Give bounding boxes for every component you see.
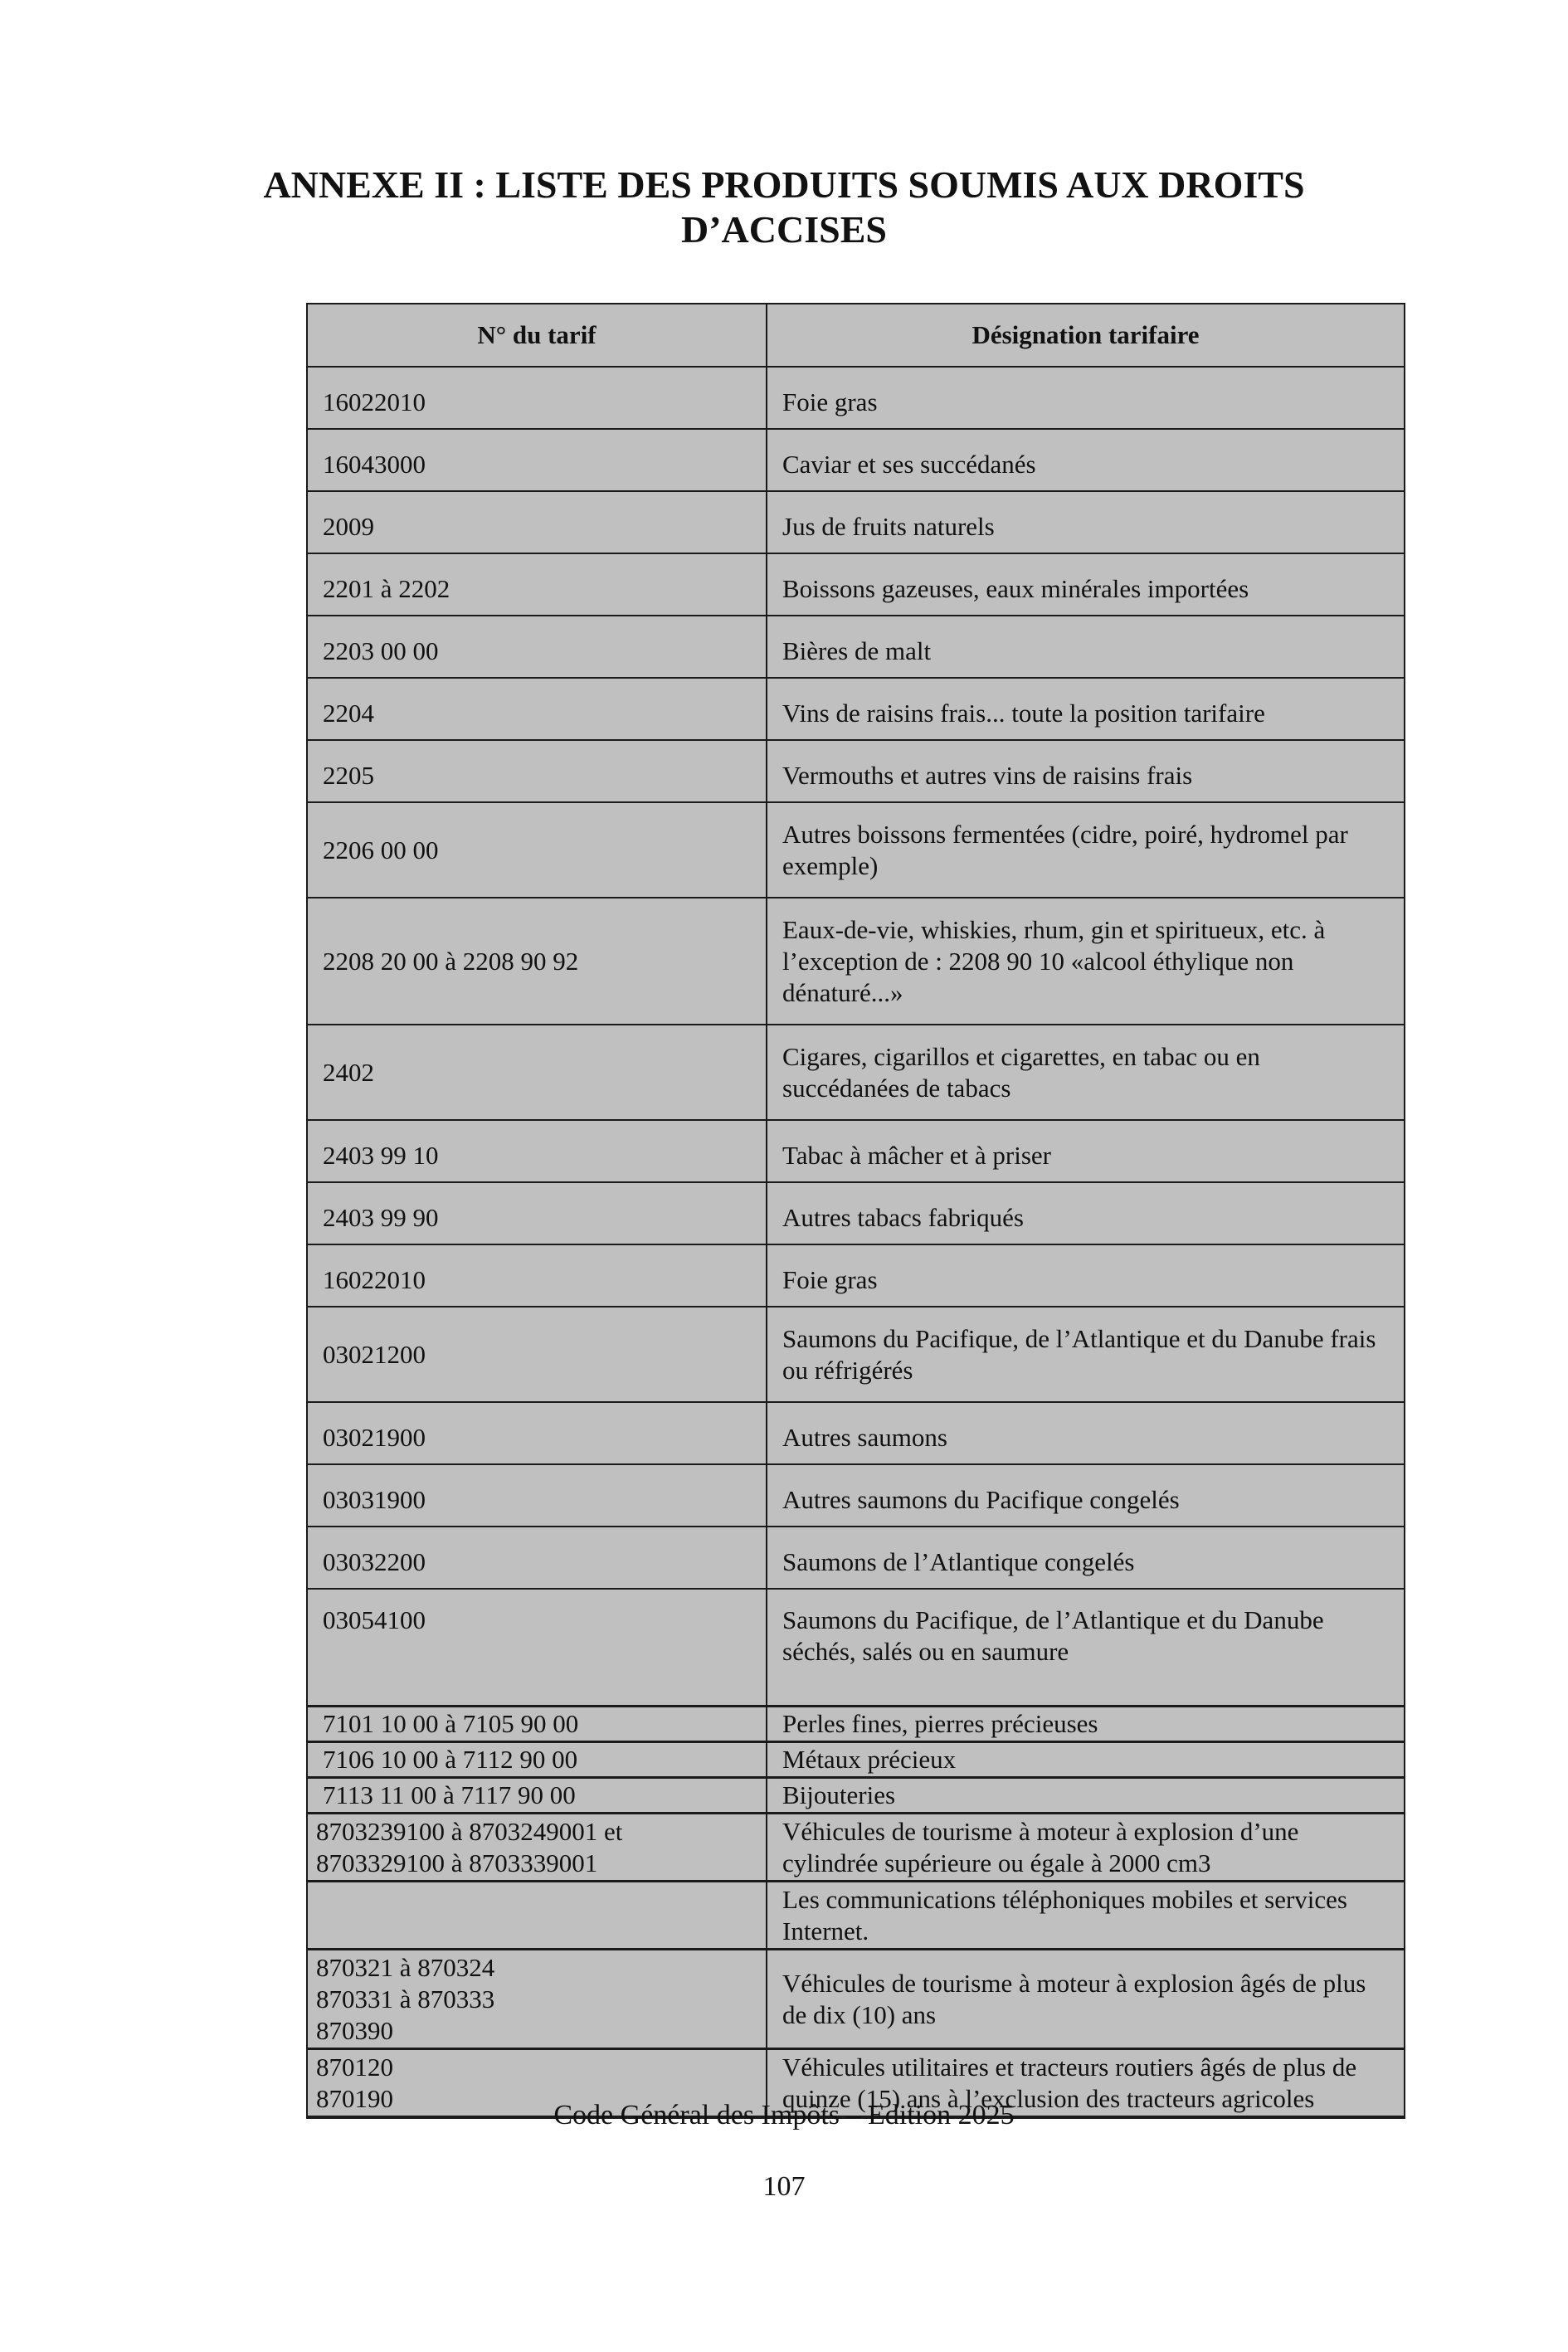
tariff-code-cell bbox=[307, 1950, 767, 2049]
table-row bbox=[307, 802, 1405, 898]
designation-cell: Métaux précieux bbox=[767, 1742, 1405, 1778]
designation-cell: Foie gras bbox=[767, 367, 1405, 429]
tariff-code-cell: 2206 00 00 bbox=[307, 802, 767, 898]
tariff-code-cell: 2201 à 2202 bbox=[307, 553, 767, 616]
designation-cell: Les communications téléphoniques mobiles et services Internet. bbox=[767, 1882, 1405, 1950]
table-row bbox=[307, 1025, 1405, 1120]
tariff-code-cell bbox=[307, 1814, 767, 1882]
table-row bbox=[307, 1778, 1405, 1814]
designation-cell: Véhicules de tourisme à moteur à explosion d’une cylindrée supérieure ou égale à 2000 cm3 bbox=[767, 1814, 1405, 1882]
table-row bbox=[307, 1244, 1405, 1307]
tariff-code-cell: 2205 bbox=[307, 740, 767, 802]
tariff-code-cell: 03021200 bbox=[307, 1307, 767, 1402]
tariff-code-line: 870190 bbox=[316, 2083, 393, 2113]
tariff-code-cell: 2402 bbox=[307, 1025, 767, 1120]
table-row bbox=[307, 1527, 1405, 1589]
table-row bbox=[307, 1120, 1405, 1182]
table-row bbox=[307, 1707, 1405, 1742]
designation-cell: Autres saumons bbox=[767, 1402, 1405, 1464]
tariff-code-cell: 2403 99 10 bbox=[307, 1120, 767, 1182]
table-header-row bbox=[307, 304, 1405, 367]
designation-cell: Vermouths et autres vins de raisins frais bbox=[767, 740, 1405, 802]
tariff-code-cell: 03054100 bbox=[307, 1589, 767, 1707]
page-title-line-2: D’ACCISES bbox=[681, 208, 887, 251]
designation-cell: Tabac à mâcher et à priser bbox=[767, 1120, 1405, 1182]
tariff-code-cell: 7101 10 00 à 7105 90 00 bbox=[307, 1707, 767, 1742]
tariff-code-cell: 2203 00 00 bbox=[307, 616, 767, 678]
designation-cell: Boissons gazeuses, eaux minérales importées bbox=[767, 553, 1405, 616]
table-row bbox=[307, 1464, 1405, 1527]
table-row bbox=[307, 898, 1405, 1025]
designation-cell: Cigares, cigarillos et cigarettes, en tabac ou en succédanées de tabacs bbox=[767, 1025, 1405, 1120]
designation-cell: Bijouteries bbox=[767, 1778, 1405, 1814]
table-row bbox=[307, 1182, 1405, 1244]
tariff-code-line: 870390 bbox=[316, 2015, 393, 2045]
designation-cell: Bières de malt bbox=[767, 616, 1405, 678]
page-title-line-1: ANNEXE II : LISTE DES PRODUITS SOUMIS AUX DROITS bbox=[263, 163, 1305, 206]
designation-cell: Autres tabacs fabriqués bbox=[767, 1182, 1405, 1244]
table-row bbox=[307, 1307, 1405, 1402]
designation-cell: Caviar et ses succédanés bbox=[767, 429, 1405, 491]
tariff-code-cell: 2403 99 90 bbox=[307, 1182, 767, 1244]
table-row bbox=[307, 1402, 1405, 1464]
tariff-code-cell: 7113 11 00 à 7117 90 00 bbox=[307, 1778, 767, 1814]
table-row bbox=[307, 491, 1405, 553]
tariff-code-cell: 2208 20 00 à 2208 90 92 bbox=[307, 898, 767, 1025]
table-row bbox=[307, 740, 1405, 802]
designation-cell: Vins de raisins frais... toute la position tarifaire bbox=[767, 678, 1405, 740]
tariff-code-cell: 16043000 bbox=[307, 429, 767, 491]
table-row bbox=[307, 616, 1405, 678]
tariff-code-cell: 2204 bbox=[307, 678, 767, 740]
designation-cell: Perles fines, pierres précieuses bbox=[767, 1707, 1405, 1742]
table-row bbox=[307, 429, 1405, 491]
designation-cell: Eaux-de-vie, whiskies, rhum, gin et spiritueux, etc. à l’exception de : 2208 90 10 «alcool éthylique non dénaturé...» bbox=[767, 898, 1405, 1025]
tariff-code-cell: 16022010 bbox=[307, 1244, 767, 1307]
table-row bbox=[307, 553, 1405, 616]
page-title bbox=[0, 163, 1568, 252]
table-row bbox=[307, 1814, 1405, 1882]
designation-cell: Jus de fruits naturels bbox=[767, 491, 1405, 553]
tariff-code-cell bbox=[307, 1882, 767, 1950]
designation-cell: Autres saumons du Pacifique congelés bbox=[767, 1464, 1405, 1527]
footer-edition: Code Général des Impôts – Edition 2025 bbox=[553, 2100, 1015, 2130]
tariff-code-line: 870331 à 870333 bbox=[316, 1984, 495, 2014]
tariff-code-cell: 2009 bbox=[307, 491, 767, 553]
tariff-code-cell: 7106 10 00 à 7112 90 00 bbox=[307, 1742, 767, 1778]
table-row bbox=[307, 1589, 1405, 1707]
tariff-code-cell: 03031900 bbox=[307, 1464, 767, 1527]
page-number: 107 bbox=[762, 2171, 806, 2202]
designation-cell: Saumons de l’Atlantique congelés bbox=[767, 1527, 1405, 1589]
designation-cell: Autres boissons fermentées (cidre, poiré, hydromel par exemple) bbox=[767, 802, 1405, 898]
tariff-code-cell: 03021900 bbox=[307, 1402, 767, 1464]
tariff-code-line: 870120 bbox=[316, 2052, 393, 2082]
tariff-code-cell: 03032200 bbox=[307, 1527, 767, 1589]
designation-cell: Saumons du Pacifique, de l’Atlantique et du Danube séchés, salés ou en saumure bbox=[767, 1589, 1405, 1707]
designation-cell: Véhicules utilitaires et tracteurs routiers âgés de plus de quinze (15) ans à l’exclusion des tracteurs agricoles bbox=[767, 2049, 1405, 2118]
table-row bbox=[307, 1742, 1405, 1778]
designation-cell: Foie gras bbox=[767, 1244, 1405, 1307]
table-row bbox=[307, 678, 1405, 740]
table-row bbox=[307, 1950, 1405, 2049]
excise-products-table bbox=[306, 303, 1405, 2119]
tariff-code-line: 870321 à 870324 bbox=[316, 1952, 495, 1982]
table-row bbox=[307, 367, 1405, 429]
designation-cell: Véhicules de tourisme à moteur à explosion âgés de plus de dix (10) ans bbox=[767, 1950, 1405, 2049]
table-row bbox=[307, 1882, 1405, 1950]
column-header-tariff-number: N° du tarif bbox=[307, 304, 767, 367]
tariff-code-line: 8703239100 à 8703249001 et bbox=[316, 1816, 623, 1846]
designation-cell: Saumons du Pacifique, de l’Atlantique et du Danube frais ou réfrigérés bbox=[767, 1307, 1405, 1402]
tariff-code-line: 8703329100 à 8703339001 bbox=[316, 1848, 598, 1877]
tariff-code-cell: 16022010 bbox=[307, 367, 767, 429]
column-header-tariff-designation: Désignation tarifaire bbox=[767, 304, 1405, 367]
